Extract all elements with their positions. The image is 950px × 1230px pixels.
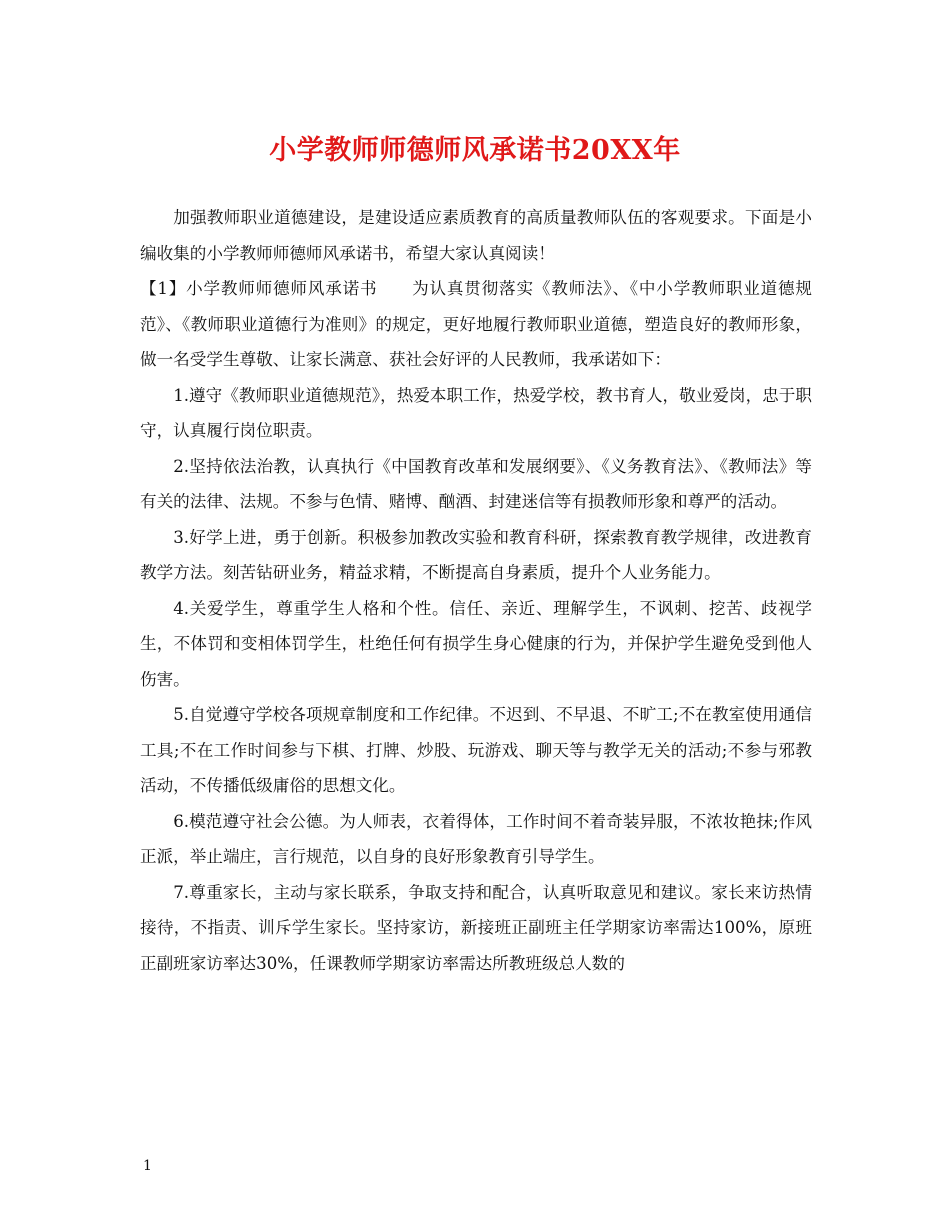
paragraph-item-5: 5.自觉遵守学校各项规章制度和工作纪律。不迟到、不早退、不旷工;不在教室使用通信工具;不在工作时间参与下棋、打牌、炒股、玩游戏、聊天等与教学无关的活动;不参与邪教活动，不传播低级庸俗的思想文化。 — [140, 705, 812, 795]
paragraph-item-3: 3.好学上进，勇于创新。积极参加教改实验和教育科研，探索教育教学规律，改进教育教学方法。刻苦钻研业务，精益求精，不断提高自身素质，提升个人业务能力。 — [140, 527, 812, 582]
paragraph-item-4: 4.关爱学生，尊重学生人格和个性。信任、亲近、理解学生，不讽刺、挖苦、歧视学生，不体罚和变相体罚学生，杜绝任何有损学生身心健康的行为，并保护学生避免受到他人伤害。 — [140, 598, 812, 689]
paragraph-item-7: 7.尊重家长，主动与家长联系，争取支持和配合，认真听取意见和建议。家长来访热情接待，不指责、训斥学生家长。坚持家访，新接班正副班主任学期家访率需达100%，原班正副班家访率达30%，任课教师学期家访率需达所教班级总人数的 — [140, 882, 812, 973]
paragraph-section-1: 【1】小学教师师德师风承诺书 为认真贯彻落实《教师法》、《中小学教师职业道德规范》、《教师职业道德行为准则》的规定，更好地履行教师职业道德，塑造良好的教师形象，做一名受学生尊敬、让家长满意、获社会好评的人民教师，我承诺如下： — [140, 279, 812, 369]
paragraph-intro: 加强教师职业道德建设，是建设适应素质教育的高质量教师队伍的客观要求。下面是小编收集的小学教师师德师风承诺书，希望大家认真阅读！ — [140, 208, 812, 263]
document-title: 小学教师师德师风承诺书20XX年 — [269, 135, 681, 166]
paragraph-item-2: 2.坚持依法治教，认真执行《中国教育改革和发展纲要》、《义务教育法》、《教师法》等有关的法律、法规。不参与色情、赌博、酗酒、封建迷信等有损教师形象和尊严的活动。 — [140, 456, 812, 511]
page-number: 1 — [143, 1158, 152, 1174]
document-body — [140, 200, 812, 981]
paragraph-item-6: 6.模范遵守社会公德。为人师表，衣着得体，工作时间不着奇装异服，不浓妆艳抹;作风正派，举止端庄，言行规范，以自身的良好形象教育引导学生。 — [140, 811, 812, 866]
paragraph-item-1: 1.遵守《教师职业道德规范》，热爱本职工作，热爱学校，教书育人，敬业爱岗，忠于职守，认真履行岗位职责。 — [140, 385, 812, 440]
